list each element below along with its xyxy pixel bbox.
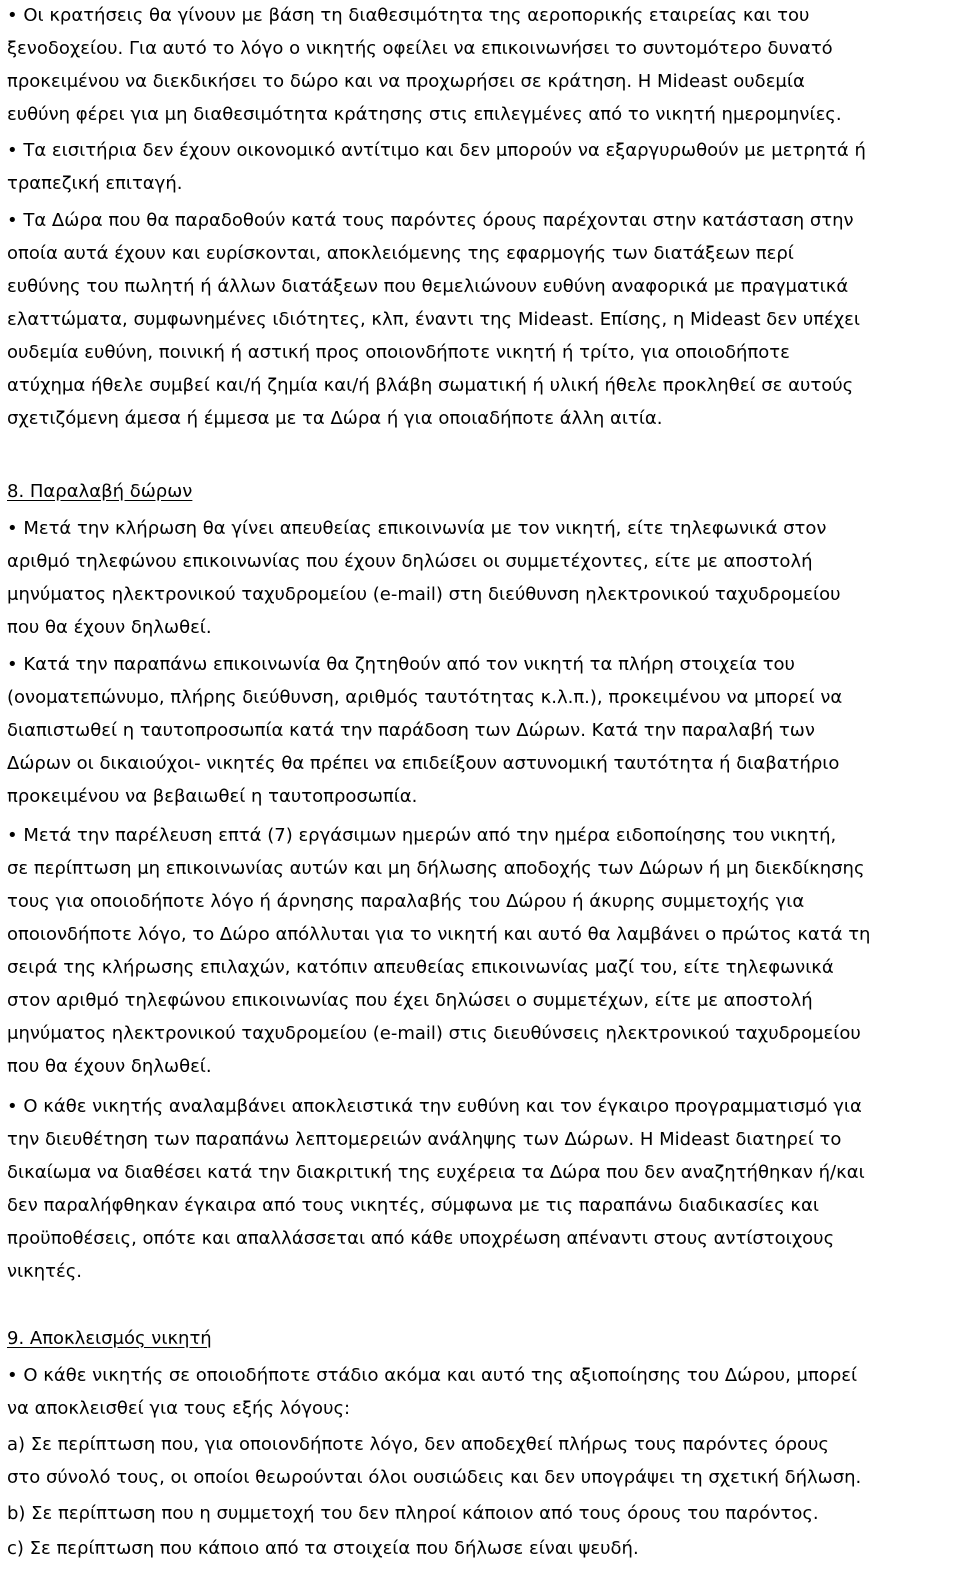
text-line: την διευθέτηση των παραπάνω λεπτομερειών ανάληψης των Δώρων. Η Mideast διατηρεί το (7, 1129, 842, 1150)
bullet-tickets-no-cash-value (7, 134, 953, 200)
bullet-exclusion-intro (7, 1359, 953, 1425)
text-line: ευθύνη φέρει για μη διαθεσιμότητα κράτησης στις επιλεγμένες από το νικητή ημερομηνίες. (7, 104, 842, 125)
text-line: Δώρων οι δικαιούχοι- νικητές θα πρέπει να επιδείξουν αστυνομική ταυτότητα ή διαβατήριο (7, 753, 840, 774)
text-line: • Οι κρατήσεις θα γίνουν με βάση τη διαθεσιμότητα της αεροπορικής εταιρείας και του (7, 5, 810, 26)
text-line: ατύχημα ήθελε συμβεί και/ή ζημία και/ή βλάβη σωματική ή υλική ήθελε προκληθεί σε αυτούς (7, 375, 854, 396)
text-line: ευθύνης του πωλητή ή άλλων διατάξεων που θεμελιώνουν ευθύνη αναφορικά με πραγματικά (7, 276, 849, 297)
exclusion-item-b (7, 1497, 953, 1530)
text-line: νικητές. (7, 1261, 83, 1282)
text-line: σειρά της κλήρωσης επιλαχών, κατόπιν απευθείας επικοινωνίας μαζί του, είτε τηλεφωνικά (7, 957, 834, 978)
text-line: προϋποθέσεις, οπότε και απαλλάσσεται από κάθε υποχρέωση απέναντι στους αντίστοιχους (7, 1228, 835, 1249)
text-line: αριθμό τηλεφώνου επικοινωνίας που έχουν δηλώσει οι συμμετέχοντες, είτε με αποστολή (7, 551, 813, 572)
text-line: μηνύματος ηλεκτρονικού ταχυδρομείου (e-mail) στη διεύθυνση ηλεκτρονικού ταχυδρομείου (7, 584, 841, 605)
text-line: προκειμένου να βεβαιωθεί η ταυτοπροσωπία. (7, 786, 418, 807)
text-line: • Τα Δώρα που θα παραδοθούν κατά τους παρόντες όρους παρέχονται στην κατάσταση στην (7, 210, 854, 231)
text-line: ουδεμία ευθύνη, ποινική ή αστική προς οποιονδήποτε νικητή ή τρίτο, για οποιοδήποτε (7, 342, 790, 363)
text-line: τους για οποιοδήποτε λόγο ή άρνησης παραλαβής του Δώρου ή άκυρης συμμετοχής για (7, 891, 805, 912)
heading-text: 9. Αποκλεισμός νικητή (7, 1328, 212, 1349)
text-line: δεν παραλήφθηκαν έγκαιρα από τους νικητές, σύμφωνα με τις παραπάνω διαδικασίες και (7, 1195, 819, 1216)
text-line: προκειμένου να διεκδικήσει το δώρο και να προχωρήσει σε κράτηση. Η Mideast ουδεμία (7, 71, 805, 92)
text-line: • Κατά την παραπάνω επικοινωνία θα ζητηθούν από τον νικητή τα πλήρη στοιχεία του (7, 654, 795, 675)
text-line: διαπιστωθεί η ταυτοπροσωπία κατά την παράδοση των Δώρων. Κατά την παραλαβή των (7, 720, 815, 741)
text-line: στο σύνολό τους, οι οποίοι θεωρούνται όλοι ουσιώδεις και δεν υπογράψει τη σχετική δήλωση. (7, 1467, 862, 1488)
exclusion-item-c (7, 1532, 953, 1565)
text-line: να αποκλεισθεί για τους εξής λόγους: (7, 1398, 351, 1419)
text-line: οποία αυτά έχουν και ευρίσκονται, αποκλειόμενης της εφαρμογής των διατάξεων περί (7, 243, 794, 264)
text-line: c) Σε περίπτωση που κάποιο από τα στοιχεία που δήλωσε είναι ψευδή. (7, 1538, 639, 1559)
section-9-heading (7, 1322, 953, 1355)
text-line: • Μετά την παρέλευση επτά (7) εργάσιμων ημερών από την ημέρα ειδοποίησης του νικητή, (7, 825, 837, 846)
text-line: (ονοματεπώνυμο, πλήρης διεύθυνση, αριθμός ταυτότητας κ.λ.π.), προκειμένου να μπορεί να (7, 687, 843, 708)
text-line: • Μετά την κλήρωση θα γίνει απευθείας επικοινωνία με τον νικητή, είτε τηλεφωνικά στον (7, 518, 827, 539)
text-line: a) Σε περίπτωση που, για οποιονδήποτε λόγο, δεν αποδεχθεί πλήρως τους παρόντες όρους (7, 1434, 829, 1455)
text-line: • Τα εισιτήρια δεν έχουν οικονομικό αντίτιμο και δεν μπορούν να εξαργυρωθούν με μετρητά ή (7, 140, 866, 161)
bullet-winner-details (7, 648, 953, 813)
bullet-winner-responsibility (7, 1090, 953, 1288)
text-line: οποιονδήποτε λόγο, το Δώρο απόλλυται για το νικητή και αυτό θα λαμβάνει ο πρώτος κατά τη (7, 924, 871, 945)
exclusion-item-a (7, 1428, 953, 1494)
text-line: • Ο κάθε νικητής αναλαμβάνει αποκλειστικά την ευθύνη και τον έγκαιρο προγραμματισμό για (7, 1096, 862, 1117)
text-line: τραπεζική επιταγή. (7, 173, 183, 194)
bullet-booking-availability (7, 0, 953, 131)
section-8-heading (7, 475, 953, 508)
text-line: σε περίπτωση μη επικοινωνίας αυτών και μη δήλωσης αποδοχής των Δώρων ή μη διεκδίκησης (7, 858, 865, 879)
bullet-gifts-as-is (7, 204, 953, 435)
text-line: • Ο κάθε νικητής σε οποιοδήποτε στάδιο ακόμα και αυτό της αξιοποίησης του Δώρου, μπορεί (7, 1365, 858, 1386)
bullet-winner-contact (7, 512, 953, 644)
heading-text: 8. Παραλαβή δώρων (7, 481, 193, 502)
text-line: δικαίωμα να διαθέσει κατά την διακριτική της ευχέρεια τα Δώρα που δεν αναζητήθηκαν ή/και (7, 1162, 865, 1183)
text-line: σχετιζόμενη άμεσα ή έμμεσα με τα Δώρα ή για οποιαδήποτε άλλη αιτία. (7, 408, 663, 429)
text-line: ελαττώματα, συμφωνημένες ιδιότητες, κλπ, έναντι της Mideast. Επίσης, η Mideast δεν υπέχει (7, 309, 860, 330)
bullet-seven-days (7, 819, 953, 1083)
text-line: που θα έχουν δηλωθεί. (7, 1056, 212, 1077)
text-line: που θα έχουν δηλωθεί. (7, 617, 212, 638)
text-line: μηνύματος ηλεκτρονικού ταχυδρομείου (e-mail) στις διευθύνσεις ηλεκτρονικού ταχυδρομείου (7, 1023, 861, 1044)
text-line: ξενοδοχείου. Για αυτό το λόγο ο νικητής οφείλει να επικοινωνήσει το συντομότερο δυνατό (7, 38, 833, 59)
text-line: b) Σε περίπτωση που η συμμετοχή του δεν πληροί κάποιον από τους όρους του παρόντος. (7, 1503, 819, 1524)
text-line: στον αριθμό τηλεφώνου επικοινωνίας που έχει δηλώσει ο συμμετέχων, είτε με αποστολή (7, 990, 813, 1011)
